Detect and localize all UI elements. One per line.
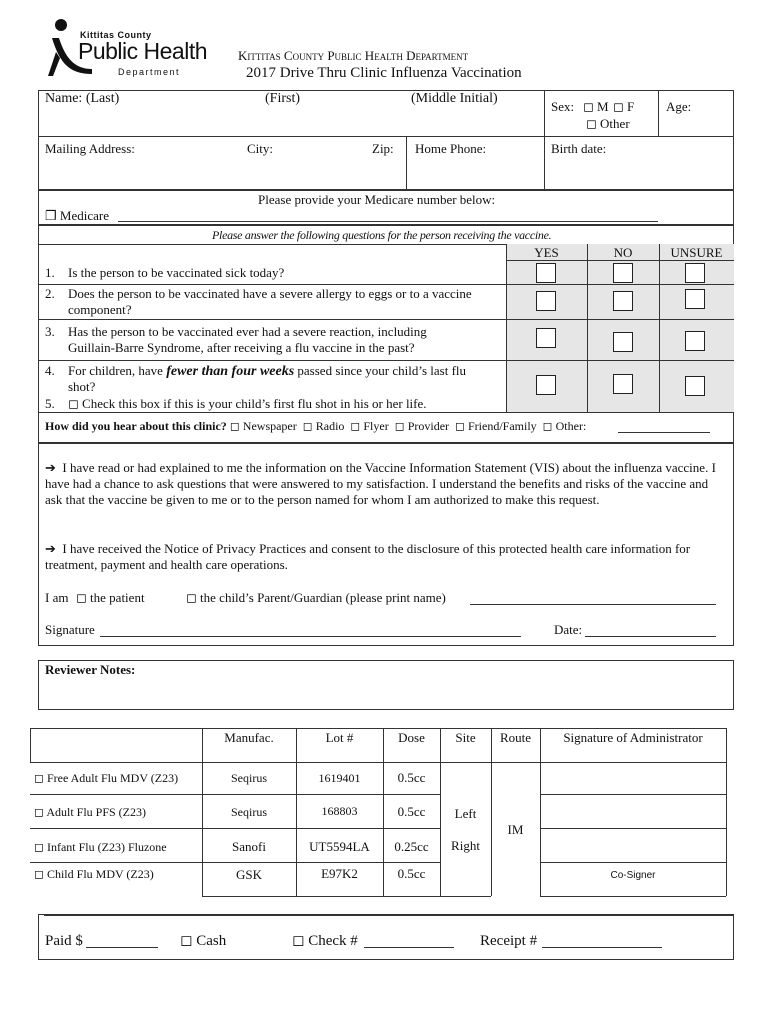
q3-no-checkbox[interactable] (613, 332, 633, 352)
cash-label: Cash (196, 933, 227, 949)
question-4-text-cont: shot? (68, 379, 96, 394)
table-row-2-lot: 168803 (321, 804, 358, 818)
col-route-header: Route (499, 730, 532, 745)
logo-top-text: Kittitas County (80, 30, 152, 40)
sex-label: Sex: (551, 99, 575, 114)
table-row-4-dose: 0.5cc (397, 866, 426, 881)
source-other-field[interactable] (618, 432, 710, 433)
date-field[interactable] (585, 636, 716, 637)
q4-yes-checkbox[interactable] (536, 375, 556, 395)
source-friend-family-checkbox[interactable]: ◻ Friend/Family (452, 419, 537, 433)
question-2-text: Does the person to be vaccinated have a severe allergy to eggs or to a vaccine (68, 286, 472, 301)
receipt-label: Receipt # (480, 933, 538, 949)
receipt-number-field[interactable] (542, 947, 662, 948)
source-newspaper-checkbox[interactable]: ◻ Newspaper (229, 419, 297, 433)
medicare-prompt: Please provide your Medicare number below: (258, 192, 496, 207)
age-label: Age: (666, 99, 692, 114)
source-radio-checkbox[interactable]: ◻ Radio (299, 419, 345, 433)
col-dose-header: Dose (398, 730, 425, 745)
check-number-field[interactable] (364, 947, 454, 948)
check-checkbox[interactable]: ◻ Check # (292, 933, 358, 949)
site-left: Left (454, 806, 477, 821)
question-4-text: For children, have fewer than four weeks passed since your child’s last flu (68, 363, 467, 379)
table-row-2-dose: 0.5cc (397, 804, 426, 819)
q2-unsure-checkbox[interactable] (685, 289, 705, 309)
sex-other-label: Other (600, 116, 630, 131)
source-label: How did you hear about this clinic? (45, 419, 227, 433)
privacy-statement: ➔ I have received the Notice of Privacy Practices and consent to the disclosure of this protected health care information for treatment, payment and health care operations. (45, 541, 691, 572)
q3-unsure-checkbox[interactable] (685, 331, 705, 351)
question-4-number: 4. (45, 363, 55, 378)
col-site-header: Site (455, 730, 476, 745)
vaccine-row-3-checkbox[interactable]: ◻ Infant Flu (Z23) Fluzone (34, 840, 167, 854)
q2-no-checkbox[interactable] (613, 291, 633, 311)
source-row (45, 419, 586, 433)
arrow-right-icon: ➔ (45, 541, 56, 556)
table-row-3-lot: UT5594LA (309, 839, 370, 854)
sex-other-checkbox[interactable]: ◻ Other (586, 116, 630, 131)
logo-sub-text: Department (118, 67, 181, 77)
patient-checkbox[interactable]: ◻ the patient (76, 590, 145, 605)
question-3-text: Has the person to be vaccinated ever had a severe reaction, including (68, 324, 427, 339)
birth-date-label: Birth date: (551, 141, 607, 156)
table-row-3-manufac: Sanofi (232, 839, 266, 854)
zip-label: Zip: (372, 141, 394, 156)
sex-m-checkbox[interactable]: ◻ M (583, 99, 609, 114)
vaccine-row-4-checkbox[interactable]: ◻ Child Flu MDV (Z23) (34, 867, 154, 881)
question-1-number: 1. (45, 265, 55, 280)
q3-yes-checkbox[interactable] (536, 328, 556, 348)
table-row-4-lot: E97K2 (321, 866, 358, 881)
q2-yes-checkbox[interactable] (536, 291, 556, 311)
sex-f-label: F (627, 99, 635, 114)
home-phone-label: Home Phone: (415, 141, 487, 156)
vaccine-row-1-checkbox[interactable]: ◻ Free Adult Flu MDV (Z23) (34, 771, 179, 785)
route-im: IM (507, 822, 524, 837)
sex-f-checkbox[interactable]: ◻ F (613, 99, 635, 114)
guardian-name-field[interactable] (470, 604, 716, 605)
question-1-text: Is the person to be vaccinated sick today? (68, 265, 285, 280)
name-last-label: Name: (Last) (45, 91, 120, 106)
table-row-1-manufac: Seqirus (231, 771, 267, 785)
question-2-number: 2. (45, 286, 55, 301)
cosigner-label: Co-Signer (610, 870, 656, 881)
q4-no-checkbox[interactable] (613, 374, 633, 394)
table-row-2-manufac: Seqirus (231, 805, 267, 819)
sex-m-label: M (597, 99, 609, 114)
question-3-text-cont: Guillain-Barre Syndrome, after receiving a flu vaccine in the past? (68, 340, 415, 355)
logo-main-text: Public Health (78, 38, 208, 64)
signature-label: Signature (45, 622, 95, 637)
name-middle-label: (Middle Initial) (411, 91, 498, 106)
table-row-1-lot: 1619401 (318, 771, 361, 785)
q1-unsure-checkbox[interactable] (685, 263, 705, 283)
form-title: 2017 Drive Thru Clinic Influenza Vaccination (246, 65, 522, 81)
table-row-1-dose: 0.5cc (397, 770, 426, 785)
paid-label: Paid $ (45, 933, 83, 949)
arrow-right-icon: ➔ (45, 460, 56, 475)
source-other-checkbox[interactable]: ◻ Other: (539, 419, 587, 433)
question-5-text: Check this box if this is your child’s first flu shot in his or her life. (82, 396, 427, 411)
guardian-checkbox[interactable]: ◻ the child’s Parent/Guardian (please print name) (186, 590, 446, 605)
reviewer-notes-box[interactable] (38, 660, 734, 710)
table-row-4-manufac: GSK (235, 867, 262, 882)
payment-box (38, 914, 734, 960)
questions-instruction: Please answer the following questions for the person receiving the vaccine. (212, 228, 552, 242)
mailing-address-label: Mailing Address: (45, 141, 135, 156)
medicare-number-field[interactable] (118, 221, 658, 222)
dept-title: Kittitas County Public Health Department (238, 48, 469, 63)
q4-unsure-checkbox[interactable] (685, 376, 705, 396)
reviewer-notes-label: Reviewer Notes: (45, 662, 136, 677)
patient-label: the patient (90, 590, 145, 605)
guardian-label: the child’s Parent/Guardian (please print name) (200, 590, 446, 605)
q1-yes-checkbox[interactable] (536, 263, 556, 283)
question-2-text-cont: component? (68, 302, 132, 317)
medicare-label: Medicare (59, 208, 109, 223)
col-lot-header: Lot # (325, 730, 354, 745)
cash-checkbox[interactable]: ◻ Cash (180, 933, 227, 949)
i-am-label: I am (45, 590, 69, 605)
col-unsure-header: UNSURE (670, 245, 723, 260)
source-provider-checkbox[interactable]: ◻ Provider (391, 419, 450, 433)
col-yes-header: YES (534, 245, 559, 260)
paid-amount-field[interactable] (86, 947, 158, 948)
city-label: City: (247, 141, 274, 156)
check-label: Check # (308, 933, 358, 949)
vis-statement: ➔ I have read or had explained to me the information on the Vaccine Information Statement (VIS) about the influenza vaccine. I have had a chance to ask questions that were answered to my satisfaction. I understand the benefits and risks of the vaccine and ask that the vaccine be given to me or to the person named for whom I am authorized to make this request. (45, 460, 716, 507)
first-flu-shot-checkbox[interactable]: ◻ Check this box if this is your child’s first flu shot in his or her life. (68, 396, 427, 411)
col-manufac-header: Manufac. (224, 730, 274, 745)
col-no-header: NO (613, 245, 633, 260)
date-label: Date: (554, 622, 583, 637)
col-signature-header: Signature of Administrator (563, 730, 703, 745)
site-right: Right (451, 838, 480, 853)
table-row-3-dose: 0.25cc (394, 839, 429, 854)
signature-field[interactable] (100, 636, 521, 637)
source-flyer-checkbox[interactable]: ◻ Flyer (347, 419, 389, 433)
q1-no-checkbox[interactable] (613, 263, 633, 283)
medicare-checkbox[interactable]: ❒ Medicare (45, 208, 109, 223)
name-first-label: (First) (265, 91, 300, 106)
question-4-emphasis: fewer than four weeks (166, 364, 295, 379)
question-3-number: 3. (45, 324, 55, 339)
question-5-number: 5. (45, 396, 55, 411)
vaccine-row-2-checkbox[interactable]: ◻ Adult Flu PFS (Z23) (34, 805, 146, 819)
